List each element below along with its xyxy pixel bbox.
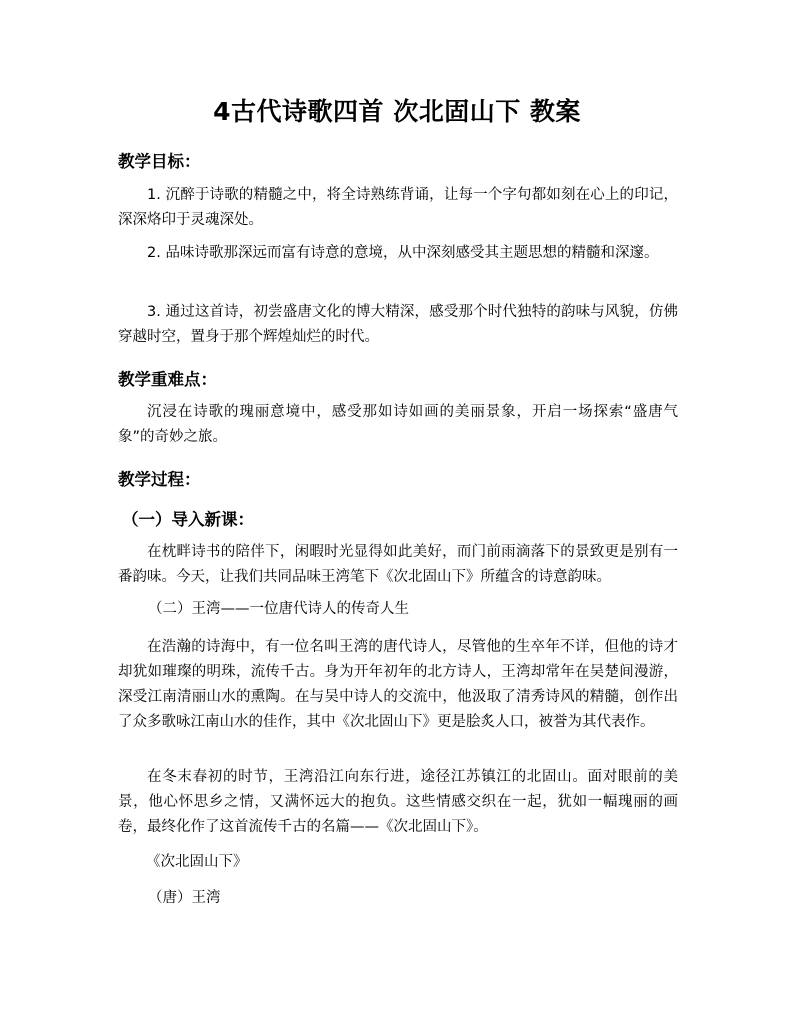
process-heading: 教学过程： (118, 470, 201, 489)
goal-item-1: 1. 沉醉于诗歌的精髓之中，将全诗熟练背诵，让每一个字句都如刻在心上的印记，深深烙印于灵魂深处。 (118, 187, 678, 228)
goal-item-3: 3. 通过这首诗，初尝盛唐文化的博大精深，感受那个时代独特的韵味与风貌，仿佛穿越时空，置身于那个辉煌灿烂的时代。 (118, 304, 678, 345)
goals-heading: 教学目标： (118, 152, 201, 171)
document-title: 4古代诗歌四首 次北固山下 教案 (213, 97, 581, 126)
goal-item-2: 2. 品味诗歌那深远而富有诗意的意境，从中深刻感受其主题思想的精髓和深邃。 (147, 245, 659, 261)
poem-author: （唐）王湾 (148, 890, 221, 906)
keypoints-paragraph: 沉浸在诗歌的瑰丽意境中，感受那如诗如画的美丽景象，开启一场探索“盛唐气象”的奇妙之旅。 (118, 404, 678, 445)
poem-title: 《次北固山下》 (146, 854, 248, 870)
section2-paragraph-2: 在冬末春初的时节，王湾沿江向东行进，途径江苏镇江的北固山。面对眼前的美景，他心怀思乡之情，又满怀远大的抱负。这些情感交织在一起，犹如一幅瑰丽的画卷，最终化作了这首流传千古的名篇——《次北固山下》。 (118, 769, 678, 835)
section1-paragraph: 在枕畔诗书的陪伴下，闲暇时光显得如此美好，而门前雨滴落下的景致更是别有一番韵味。今天，让我们共同品味王湾笔下《次北固山下》所蕴含的诗意韵味。 (118, 544, 678, 585)
keypoints-heading: 教学重难点： (118, 370, 217, 389)
section2-paragraph-1: 在浩瀚的诗海中，有一位名叫王湾的唐代诗人，尽管他的生卒年不详，但他的诗才却犹如璀璨的明珠，流传千古。身为开年初年的北方诗人，王湾却常年在吴楚间漫游，深受江南清丽山水的熏陶。在与吴中诗人的交流中，他汲取了清秀诗风的精髓，创作出了众多歌咏江南山水的佳作，其中《次北固山下》更是脍炙人口，被誉为其代表作。 (118, 639, 678, 730)
section2-heading: （二）王湾——一位唐代诗人的传奇人生 (148, 601, 409, 617)
section1-heading: （一）导入新课： (122, 510, 254, 529)
